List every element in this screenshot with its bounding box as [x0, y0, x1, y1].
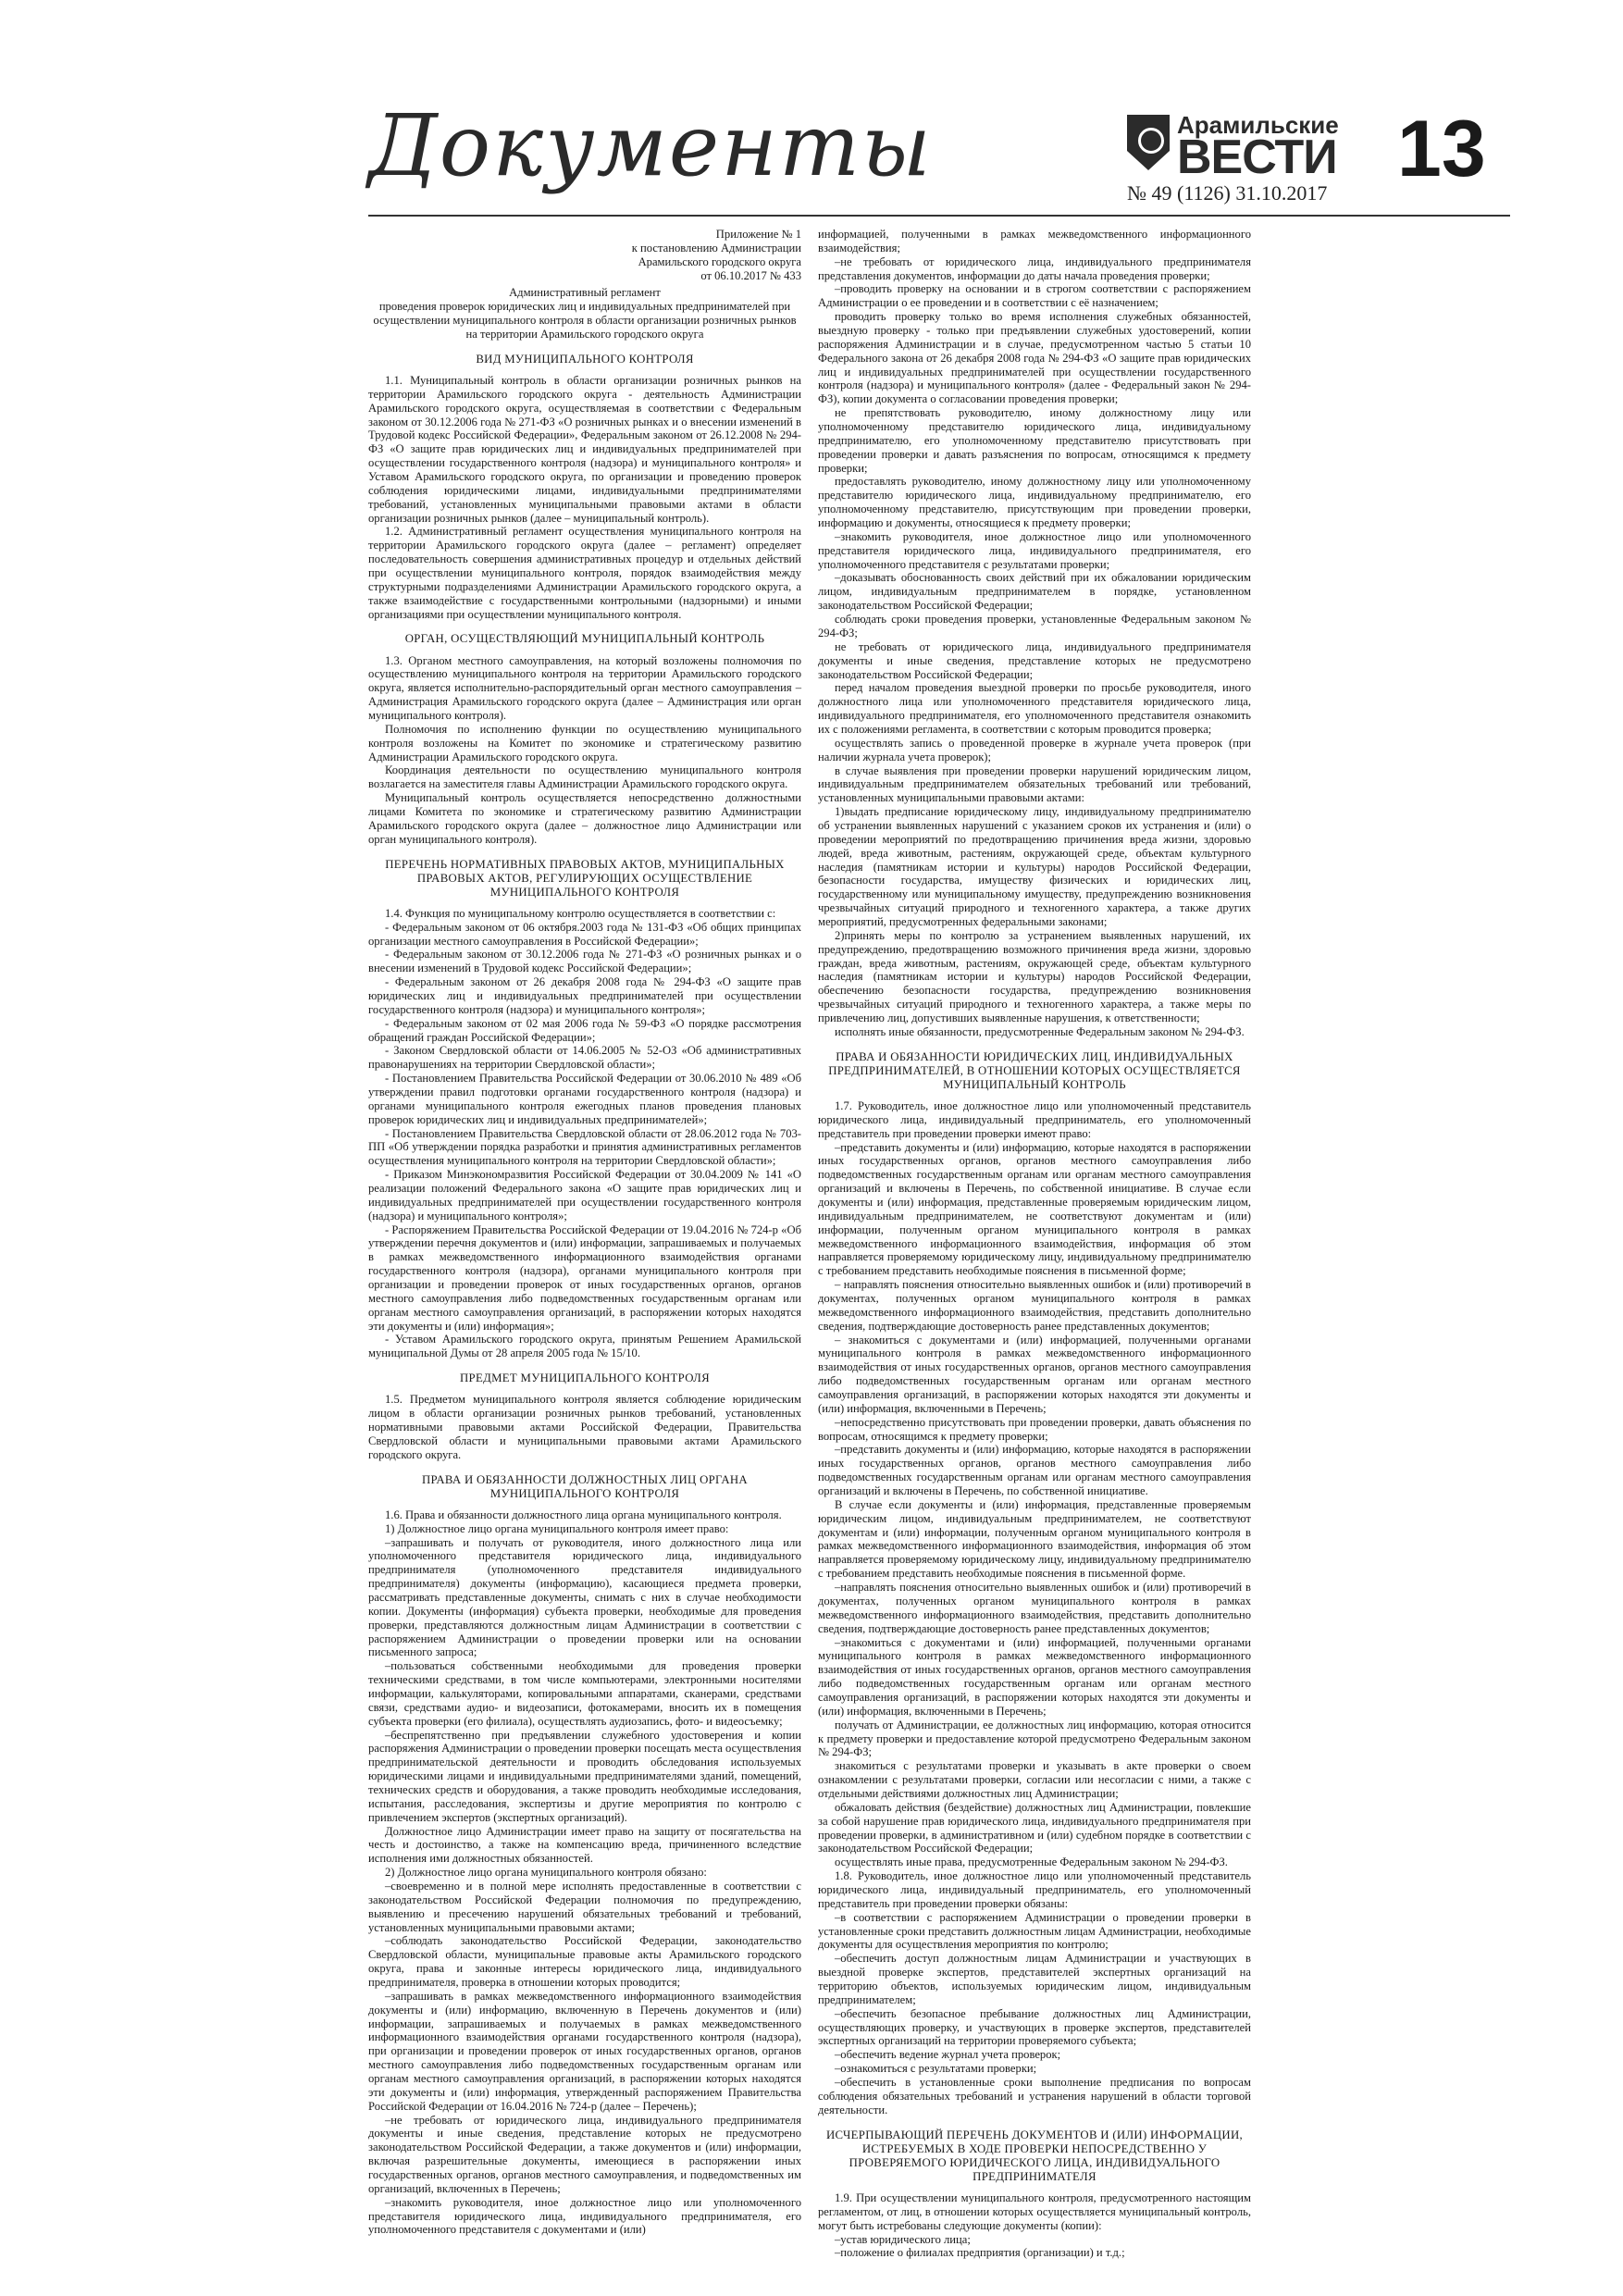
paragraph: 1.2. Административный регламент осуществления муниципального контроля на территории Арамильского городского округа (далее – регламент) определяет последовательность совершения административных процедур и отдельных действий при осуществлении муниципального контроля, порядок взаимодействия между структурными подразделениями Администрации Арамильского городского округа, а также взаимодействие с государственными контрольными (надзорными) и иными организациями при осуществлении муниципального контроля. — [368, 525, 801, 621]
law-item: - Федеральным законом от 26 декабря 2008 года № 294-ФЗ «О защите прав юридических лиц и индивидуальных предпринимателей при осуществлении государственного контроля (надзора) и муниципального контроля»; — [368, 975, 801, 1016]
law-item: - Законом Свердловской области от 14.06.2005 № 52-ОЗ «Об административных правонарушениях на территории Свердловской области»; — [368, 1044, 801, 1072]
paragraph: не препятствовать руководителю, иному должностному лицу или уполномоченному представителю юридического лица, индивидуальному предпринимателю, его уполномоченному представителю присутствовать при проведении проверки и давать разъяснения по вопросам, относящимся к предмету проверки; — [818, 406, 1251, 475]
paragraph: –ознакомиться с результатами проверки; — [835, 2062, 1037, 2076]
paragraph: –проводить проверку на основании и в строгом соответствии с распоряжением Администрации о ее проведении и в соответствии с её назначением; — [818, 282, 1251, 310]
paragraph: проводить проверку только во время исполнения служебных обязанностей, выездную проверку - только при предъявлении служебных удостоверений, копии распоряжения Администрации и в случае, предусмотренном частью 5 статьи 10 Федерального закона от 26 декабря 2008 года № 294-ФЗ «О защите прав юридических лиц и индивидуальных предпринимателей при осуществлении государственного контроля (надзора) и муниципального контроля» (далее - Федеральный закон № 294-ФЗ), копии документа о согласовании проведения проверки; — [818, 310, 1251, 406]
paragraph: 1)выдать предписание юридическому лицу, индивидуальному предпринимателю об устранении выявленных нарушений с указанием сроков их устранения и (или) о проведении мероприятий по предотвращению причинения вреда жизни, здоровью людей, вреда животным, растениям, окружающей среде, объектам культурного наследия (памятникам истории и культуры) народов Российской Федерации, безопасности государства, имуществу физических и юридических лиц, государственному или муниципальному имуществу, предупреждению возникновения чрезвычайных ситуаций природного и техногенного характера, а также других мероприятий, предусмотренных федеральными законами; — [818, 805, 1251, 928]
paragraph: –представить документы и (или) информацию, которые находятся в распоряжении иных государственных органов, органов местного самоуправления либо подведомственных государственным органам или органам местного самоуправления организаций и включены в Перечень, по собственной инициативе. В случае если документы и (или) информация, представленные проверяемым юридическим лицом, индивидуальным предпринимателем, не соответствуют документам и (или) информации, полученным органом муниципального контроля в рамках межведомственного информационного взаимодействия, информация об этом направляется проверяемому юридическому лицу, индивидуальному предпринимателю с требованием представить необходимые пояснения в письменной форме; — [818, 1140, 1251, 1278]
page-number: 13 — [1397, 105, 1486, 193]
paragraph: – знакомиться с документами и (или) информацией, полученными органами муниципального контроля в рамках межведомственного информационного взаимодействия от иных государственных органов, органов местного самоуправления либо подведомственных государственным органам или органам местного самоуправления организаций, в распоряжении которых находятся эти документы и (или) информация, включенными в Перечень; — [818, 1333, 1251, 1415]
section-title: Документы — [368, 96, 933, 195]
paragraph: не требовать от юридического лица, индивидуального предпринимателя документы и иные сведения, представление которых не предусмотрено законодательством Российской Федерации; — [818, 639, 1251, 681]
issue-info: № 49 (1126) 31.10.2017 — [1127, 181, 1328, 205]
paragraph: Должностное лицо Администрации имеет право на защиту от посягательства на честь и достоинство, а также на компенсацию вреда, причиненного вследствие исполнения ими должностных обязанностей. — [368, 1824, 801, 1866]
document-subtitle: проведения проверок юридических лиц и индивидуальных предпринимателей при осуществлении муниципального контроля в области организации розничных рынков на территории Арамильского городского округа — [373, 300, 797, 341]
paragraph: 2) Должностное лицо органа муниципального контроля обязано: — [385, 1866, 707, 1880]
paragraph: – направлять пояснения относительно выявленных ошибок и (или) противоречий в документах, полученных органом муниципального контроля в рамках межведомственного информационного взаимодействия, представить дополнительно сведения, подтверждающие достоверность ранее представленных документов; — [818, 1278, 1251, 1333]
paragraph: –обеспечить безопасное пребывание должностных лиц Администрации, осуществляющих проверку, и участвующих в проверке экспертов, представителей экспертных организаций на территории проверяемого субъекта; — [818, 2006, 1251, 2048]
law-item: - Уставом Арамильского городского округа, принятым Решением Арамильской муниципальной Думы от 28 апреля 2005 года № 15/10. — [368, 1333, 801, 1360]
paragraph: 1.8. Руководитель, иное должностное лицо или уполномоченный представитель юридического лица, индивидуальный предприниматель, его уполномоченный представитель при проведении проверки обязаны: — [818, 1869, 1251, 1910]
paragraph: –направлять пояснения относительно выявленных ошибок и (или) противоречий в документах, полученных органом муниципального контроля в рамках межведомственного информационного взаимодействия, представить дополнительно сведения, подтверждающие достоверность ранее представленных документов; — [818, 1581, 1251, 1635]
document-title — [368, 286, 801, 341]
paragraph: Муниципальный контроль осуществляется непосредственно должностными лицами Комитета по экономике и стратегическому развитию Администрации Арамильского городского округа (далее – должностное лицо Администрации или орган муниципального контроля). — [368, 791, 801, 846]
document-title-line: Административный регламент — [509, 286, 661, 300]
paragraph: –не требовать от юридического лица, индивидуального предпринимателя документы и иные сведения, представление которых не предусмотрено законодательством Российской Федерации, а также документов и (или) информации, включая разрешительные документы, имеющиеся в распоряжении иных государственных органов, органов местного самоуправления, и подведомственных им организаций, включенных в Перечень; — [368, 2113, 801, 2195]
section-heading: ПЕРЕЧЕНЬ НОРМАТИВНЫХ ПРАВОВЫХ АКТОВ, МУНИЦИПАЛЬНЫХ ПРАВОВЫХ АКТОВ, РЕГУЛИРУЮЩИХ ОСУЩЕСТВЛЕНИЕ МУНИЦИПАЛЬНОГО КОНТРОЛЯ — [385, 857, 785, 899]
appendix-line: Арамильского городского округа — [638, 254, 801, 268]
paragraph: –обеспечить доступ должностным лицам Администрации и участвующих в выездной проверке экспертов, представителей экспертных организаций на территорию объектов, используемых юридическим лицом, индивидуальным предпринимателем; — [818, 1952, 1251, 2006]
paragraph: –обеспечить в установленные сроки выполнение предписания по вопросам соблюдения обязательных требований и устранения нарушений в области торговой деятельности. — [818, 2076, 1251, 2116]
paragraph: исполнять иные обязанности, предусмотренные Федеральным законом № 294-ФЗ. — [835, 1024, 1245, 1038]
law-item: - Постановлением Правительства Свердловской области от 28.06.2012 года № 703-ПП «Об утверждении порядка разработки и принятия административных регламентов осуществления муниципального контроля на территории Свердловской области»; — [368, 1126, 801, 1168]
paragraph: –пользоваться собственными необходимыми для проведения проверки техническими средствами, в том числе компьютерами, электронными носителями информации, калькуляторами, копировальными аппаратами, сканерами, средствами связи, средствами аудио- и видеозаписи, фотокамерами, вносить их в помещения субъекта проверки (его филиала), осуществлять аудиозапись, фото- и видеосъемку; — [368, 1659, 801, 1728]
right-column — [818, 228, 1251, 2260]
paragraph: –устав юридического лица; — [835, 2232, 971, 2246]
paragraph: осуществлять запись о проведенной проверке в журнале учета проверок (при наличии журнала учета проверок); — [818, 736, 1251, 763]
paragraph: предоставлять руководителю, иному должностному лицу или уполномоченному представителю юридического лица, индивидуальному предпринимателю, его уполномоченному представителю, присутствующим при проведении проверки, информацию и документы, относящиеся к предмету проверки; — [818, 475, 1251, 530]
paragraph: –своевременно и в полной мере исполнять предоставленные в соответствии с законодательством Российской Федерации полномочия по предупреждению, выявлению и пресечению нарушений обязательных требований и требований, установленных муниципальными правовыми актами; — [368, 1879, 801, 1934]
paragraph: В случае если документы и (или) информация, представленные проверяемым юридическим лицом, индивидуальным предпринимателем, не соответствуют документам и (или) информации, полученным органом муниципального контроля в рамках межведомственного информационного взаимодействия, информация об этом направляется проверяемому юридическому лицу, индивидуальному предпринимателю с требованием представить необходимые пояснения в письменной форме. — [818, 1497, 1251, 1581]
paragraph: в случае выявления при проведении проверки нарушений юридическим лицом, индивидуальным предпринимателем обязательных требований или требований, установленных муниципальными правовыми актами: — [818, 763, 1251, 805]
paragraph: –соблюдать законодательство Российской Федерации, законодательство Свердловской области, муниципальные правовые акты Арамильского городского округа, права и законные интересы юридического лица, индивидуального предпринимателя, проверка в отношении которых проводится; — [368, 1934, 801, 1989]
paragraph: –в соответствии с распоряжением Администрации о проведении проверки в установленные сроки представить должностным лицам Администрации, необходимые документы для осуществления мероприятия по контролю; — [818, 1910, 1251, 1952]
appendix-line: к постановлению Администрации — [631, 241, 801, 254]
paragraph: –положение о филиалах предприятия (организации) и т.д.; — [835, 2246, 1125, 2260]
law-item: - Распоряжением Правительства Российской Федерации от 19.04.2016 № 724-р «Об утверждении перечня документов и (или) информации, запрашиваемых и получаемых в рамках межведомственного информационного взаимодействия органами государственного контроля (надзора), органами муниципального контроля при организации и проведении проверок от иных государственных органов, органов местного самоуправления либо подведомственных государственным органам или органам местного самоуправления организаций, в распоряжении которых находятся эти документы и (или) информация»; — [368, 1222, 801, 1333]
brand-main: ВЕСТИ — [1177, 130, 1337, 184]
paragraph: соблюдать сроки проведения проверки, установленные Федеральным законом № 294-ФЗ; — [818, 613, 1251, 639]
paragraph: получать от Администрации, ее должностных лиц информацию, которая относится к предмету проверки и предоставление которой предусмотрено Федеральным законом № 294-ФЗ; — [818, 1718, 1251, 1759]
paragraph: –непосредственно присутствовать при проведении проверки, давать объяснения по вопросам, относящимся к предмету проверки; — [818, 1415, 1251, 1443]
law-item: - Постановлением Правительства Российской Федерации от 30.06.2010 № 489 «Об утверждении правил подготовки органами государственного контроля (надзора) и органами муниципального контроля ежегодных планов проведения плановых проверок юридических лиц и индивидуальных предпринимателей»; — [368, 1072, 801, 1126]
paragraph: –знакомить руководителя, иное должностное лицо или уполномоченного представителя юридического лица, индивидуального предпринимателя, его уполномоченного представителя с результатами проверки; — [818, 529, 1251, 571]
section-heading: ВИД МУНИЦИПАЛЬНОГО КОНТРОЛЯ — [476, 352, 694, 366]
law-item: - Федеральным законом от 30.12.2006 года № 271-ФЗ «О розничных рынках и о внесении изменений в Трудовой кодекс Российской Федерации»; — [368, 948, 801, 975]
masthead — [0, 0, 1623, 218]
brand-top: Арамильские — [1177, 111, 1339, 139]
paragraph: 1.3. Органом местного самоуправления, на который возложены полномочия по осуществлению муниципального контроля на территории Арамильского городского округа, является исполнительно-распорядительный орган местного самоуправления – Администрация Арамильского городского округа (далее – Администрация или орган муниципального контроля). — [368, 653, 801, 722]
section-heading: ОРГАН, ОСУЩЕСТВЛЯЮЩИЙ МУНИЦИПАЛЬНЫЙ КОНТРОЛЬ — [404, 632, 765, 646]
appendix-line: от 06.10.2017 № 433 — [700, 268, 801, 282]
appendix-block — [368, 228, 801, 282]
paragraph: Координация деятельности по осуществлению муниципального контроля возлагается на заместителя главы Администрации Арамильского городского округа. — [368, 763, 801, 791]
section-heading: ПРАВА И ОБЯЗАННОСТИ ДОЛЖНОСТНЫХ ЛИЦ ОРГАНА МУНИЦИПАЛЬНОГО КОНТРОЛЯ — [422, 1472, 748, 1500]
paragraph: информацией, полученными в рамках межведомственного информационного взаимодействия; — [818, 228, 1251, 254]
paragraph: 1) Должностное лицо органа муниципального контроля имеет право: — [385, 1521, 729, 1535]
left-column — [368, 228, 801, 2237]
paragraph: –знакомить руководителя, иное должностное лицо или уполномоченного представителя юридического лица, индивидуального предпринимателя, его уполномоченного представителя с документами и (или) — [368, 2195, 801, 2237]
paragraph: –не требовать от юридического лица, индивидуального предпринимателя представления документов, информации до даты начала проведения проверки; — [818, 254, 1251, 282]
paragraph: 1.7. Руководитель, иное должностное лицо или уполномоченный представитель юридического лица, индивидуальный предприниматель, его уполномоченный представитель при проведении проверки имеют право: — [818, 1098, 1251, 1140]
paragraph: –беспрепятственно при предъявлении служебного удостоверения и копии распоряжения Администрации о проведении проверки посещать места осуществления предпринимательской деятельности и проводить обследования используемых юридическими лицами и индивидуальными предпринимателями зданий, помещений, технических средств и оборудования, а также проводить необходимые исследования, испытания, расследования, экспертизы и другие мероприятия по контролю с привлечением экспертов (экспертных организаций). — [368, 1728, 801, 1824]
section-heading: ИСЧЕРПЫВАЮЩИЙ ПЕРЕЧЕНЬ ДОКУМЕНТОВ И (ИЛИ) ИНФОРМАЦИИ, ИСТРЕБУЕМЫХ В ХОДЕ ПРОВЕРКИ НЕПОСРЕДСТВЕННО У ПРОВЕРЯЕМОГО ЮРИДИЧЕСКОГО ЛИЦА, ИНДИВИДУАЛЬНОГО ПРЕДПРИНИМАТЕЛЯ — [826, 2128, 1243, 2183]
paragraph: 2)принять меры по контролю за устранением выявленных нарушений, их предупреждению, предотвращению возможного причинения вреда жизни, здоровью граждан, вреда животным, растениям, окружающей среде, объектам культурного наследия (памятникам истории и культуры) народов Российской Федерации, обеспечению безопасности государства, предупреждению возникновения чрезвычайных ситуаций природного и техногенного характера, а также меры по привлечению лиц, допустивших выявленные нарушения, к ответственности; — [818, 928, 1251, 1024]
paragraph: 1.5. Предметом муниципального контроля является соблюдение юридическим лицом в области организации розничных рынков требований, установленных нормативными правовыми актами Российской Федерации, Правительства Свердловской области и муниципальными правовыми актами Арамильского городского округа. — [368, 1393, 801, 1461]
paragraph: 1.1. Муниципальный контроль в области организации розничных рынков на территории Арамильского городского округа - деятельность Администрации Арамильского городского округа, осуществляемая в соответствии с Федеральным законом от 30.12.2006 года № 271-ФЗ «О розничных рынках и о внесении изменений в Трудовой кодекс Российской Федерации», Федеральным законом от 26.12.2008 № 294-ФЗ «О защите прав юридических лиц и индивидуальных предпринимателей при осуществлении государственного контроля (надзора) и муниципального контроля» и Уставом Арамильского городского округа, по организации и проведению проверок соблюдения юридическими лицами, индивидуальными предпринимателями требований, установленных муниципальными правовыми актами в области организации розничных рынков (далее – муниципальный контроль). — [368, 373, 801, 525]
section-heading: ПРЕДМЕТ МУНИЦИПАЛЬНОГО КОНТРОЛЯ — [460, 1371, 710, 1385]
paragraph: знакомиться с результатами проверки и указывать в акте проверки о своем ознакомлении с результатами проверки, согласии или несогласии с ними, а также с отдельными действиями должностных лиц Администрации; — [818, 1759, 1251, 1800]
paragraph: –обеспечить ведение журнал учета проверок; — [835, 2048, 1061, 2062]
paragraph: –доказывать обоснованность своих действий при их обжаловании юридическим лицом, индивидуальным предпринимателем в порядке, установленном законодательством Российской Федерации; — [818, 571, 1251, 613]
coat-of-arms-icon — [1127, 115, 1170, 170]
paragraph: обжаловать действия (бездействие) должностных лиц Администрации, повлекшие за собой нарушение прав юридического лица, индивидуального предпринимателя при проведении проверки, в административном и (или) судебном порядке в соответствии с законодательством Российской Федерации; — [818, 1800, 1251, 1855]
law-item: - Приказом Минэкономразвития Российской Федерации от 30.04.2009 № 141 «О реализации положений Федерального закона «О защите прав юридических лиц и индивидуальных предпринимателей при осуществлении государственного контроля (надзора) и муниципального контроля»; — [368, 1168, 801, 1222]
paragraph: перед началом проведения выездной проверки по просьбе руководителя, иного должностного лица или уполномоченного представителя юридического лица, индивидуального предпринимателя, его уполномоченного представителя ознакомить их с положениями регламента, в соответствии с которым проводится проверка; — [818, 681, 1251, 736]
paragraph: 1.9. При осуществлении муниципального контроля, предусмотренного настоящим регламентом, от лиц, в отношении которых осуществляется муниципальный контроль, могут быть истребованы следующие документы (копии): — [818, 2191, 1251, 2232]
section-heading: ПРАВА И ОБЯЗАННОСТИ ЮРИДИЧЕСКИХ ЛИЦ, ИНДИВИДУАЛЬНЫХ ПРЕДПРИНИМАТЕЛЕЙ, В ОТНОШЕНИИ КОТОРЫХ ОСУЩЕСТВЛЯЕТСЯ МУНИЦИПАЛЬНЫЙ КОНТРОЛЬ — [828, 1049, 1241, 1091]
header-divider — [368, 215, 1510, 217]
paragraph: Полномочия по исполнению функции по осуществлению муниципального контроля возложены на Комитет по экономике и стратегическому развитию Администрации Арамильского городского округа. — [368, 722, 801, 763]
appendix-line: Приложение № 1 — [715, 228, 801, 241]
paragraph: –знакомиться с документами и (или) информацией, полученными органами муниципального контроля в рамках межведомственного информационного взаимодействия от иных государственных органов, органов местного самоуправления либо подведомственных государственным органам или органам местного самоуправления организаций, в распоряжении которых находятся эти документы и (или) информация, включенными в Перечень; — [818, 1635, 1251, 1718]
paragraph: –представить документы и (или) информацию, которые находятся в распоряжении иных государственных органов, органов местного самоуправления либо подведомственных государственным органам или органам местного самоуправления организаций и включены в Перечень, по собственной инициативе. — [818, 1443, 1251, 1498]
paragraph: –запрашивать в рамках межведомственного информационного взаимодействия документы и (или) информацию, включенную в Перечень документов и (или) информации, запрашиваемых и получаемых в рамках межведомственного информационного взаимодействия органами государственного контроля (надзора), при организации и проведении проверок от иных государственных органов, органов местного самоуправления либо подведомственных государственным органам или органам местного самоуправления организаций, в распоряжении которых находятся эти документы и (или) информация, утвержденный распоряжением Правительства Российской Федерации от 16.04.2016 № 724-р (далее – Перечень); — [368, 1989, 801, 2113]
paragraph: 1.6. Права и обязанности должностного лица органа муниципального контроля. — [385, 1508, 782, 1521]
law-item: - Федеральным законом от 02 мая 2006 года № 59-ФЗ «О порядке рассмотрения обращений граждан Российской Федерации»; — [368, 1016, 801, 1044]
law-item: - Федеральным законом от 06 октября.2003 года № 131-ФЗ «Об общих принципах организации местного самоуправления в Российской Федерации»; — [368, 920, 801, 948]
paragraph: –запрашивать и получать от руководителя, иного должностного лица или уполномоченного представителя юридического лица, индивидуального предпринимателя (уполномоченного представителя индивидуального предпринимателя) документы (информацию), касающиеся предмета проверки, рассматривать представленные документы, снимать с них в случае необходимости копии. Документы (информация) субъекта проверки, необходимые для проведения проверки, представляются должностным лицам Администрации в соответствии с распоряжением Администрации о проведении проверки или на основании письменного запроса; — [368, 1535, 801, 1659]
paragraph: 1.4. Функция по муниципальному контролю осуществляется в соответствии с: — [385, 906, 776, 920]
paragraph: осуществлять иные права, предусмотренные Федеральным законом № 294-ФЗ. — [835, 1855, 1228, 1869]
